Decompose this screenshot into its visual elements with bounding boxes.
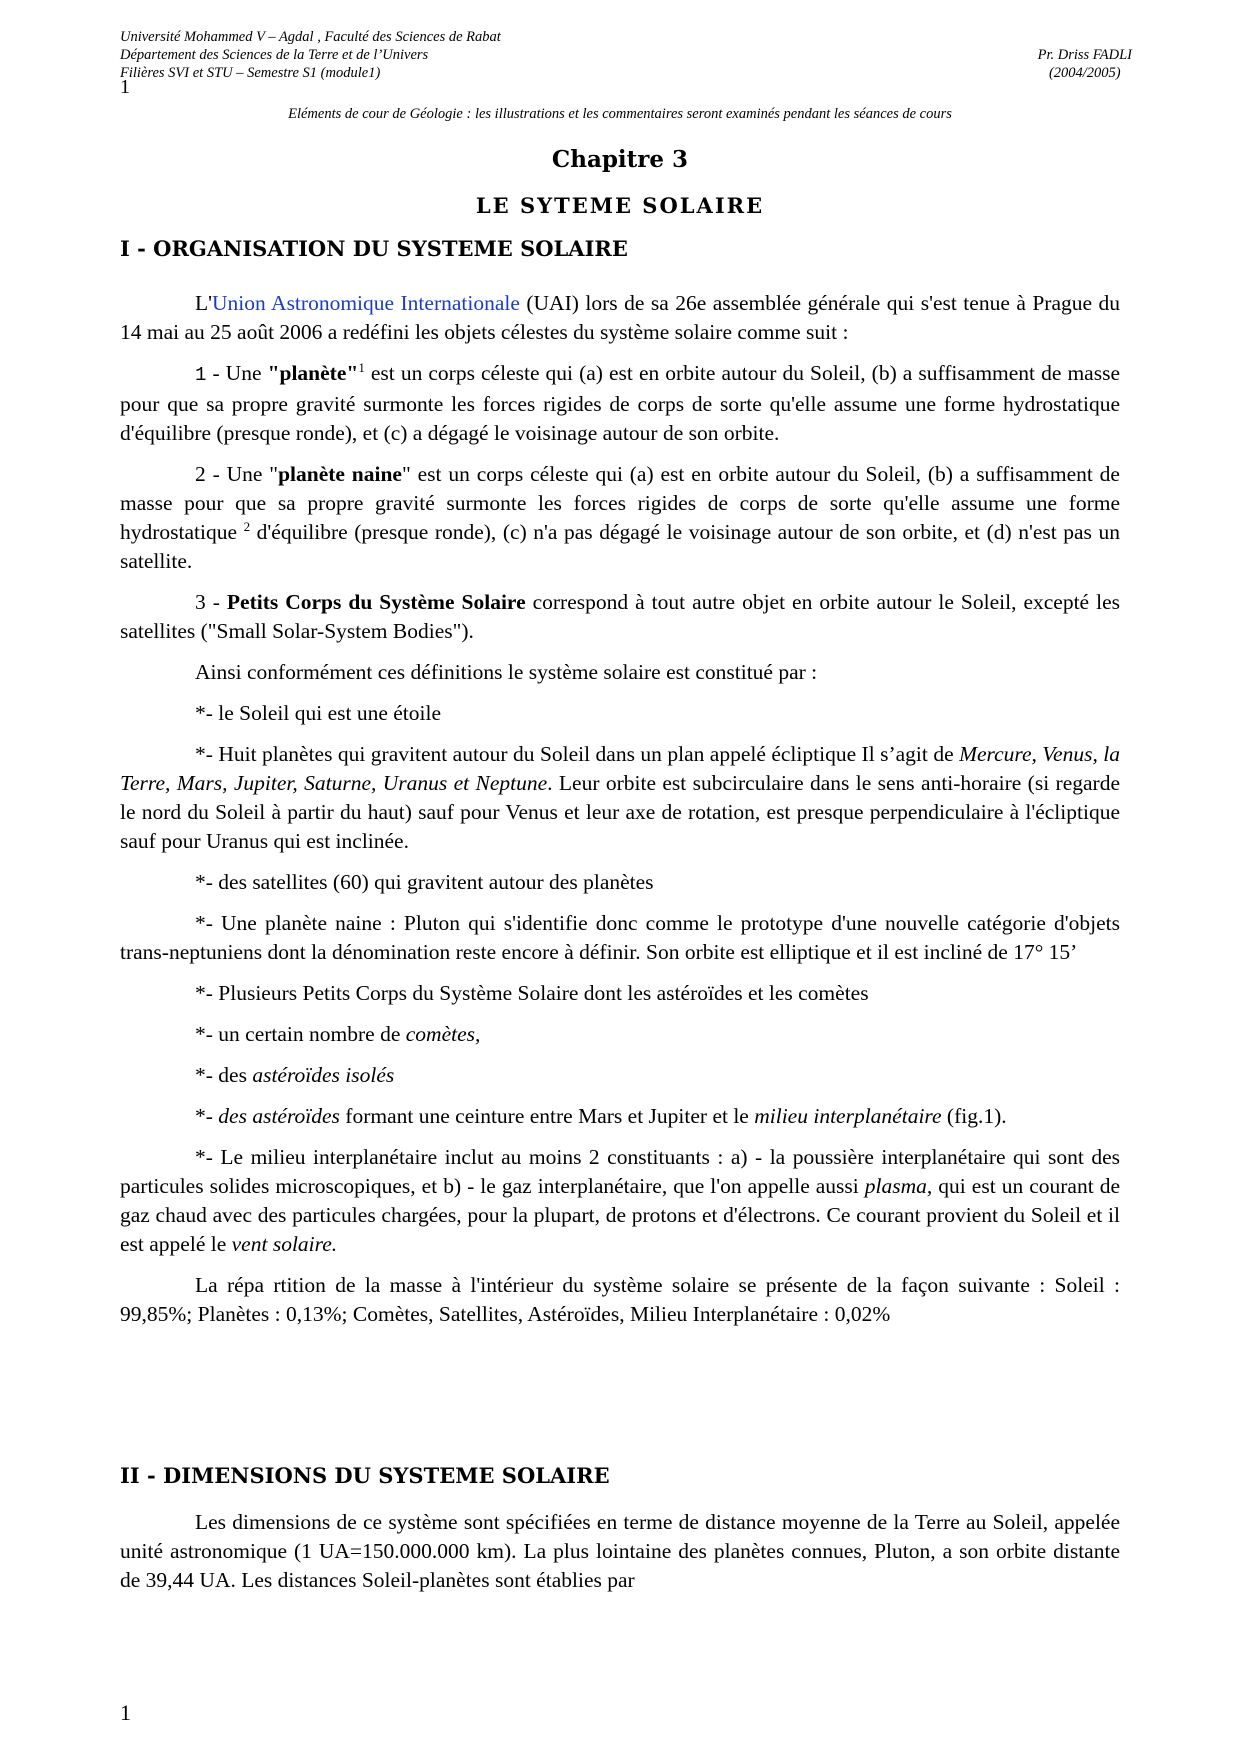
footnote-ref-2[interactable]: 2 xyxy=(243,518,251,534)
text-run-italic: vent solaire. xyxy=(231,1232,338,1256)
text-run: (fig.1). xyxy=(941,1104,1007,1128)
header-page-mark: 1 xyxy=(120,76,130,98)
text-run: 2 - Une " xyxy=(195,462,279,486)
text-run: *- Le milieu interplanétaire inclut au moins 2 constituants : a) - la poussière interplanétaire qui sont des particules solides microscopiques, et b) - le gaz interplanétaire, que l'on appelle aussi xyxy=(120,1145,1120,1198)
paragraph-mass-distribution: La répa rtition de la masse à l'intérieur du système solaire se présente de la façon suivante : Soleil : 99,85%; Planètes : 0,13%; Comètes, Satellites, Astéroïdes, Milieu Interplanétaire : 0,02% xyxy=(120,1273,1120,1326)
header-author: Pr. Driss FADLI xyxy=(1037,47,1132,63)
course-subheader: Eléments de cour de Géologie : les illustrations et les commentaires seront examinés pendant les séances de cours xyxy=(288,106,952,122)
footnote-ref-1[interactable]: 1 xyxy=(358,359,365,375)
list-item-asteroid-belt xyxy=(120,1102,1120,1131)
text-run: qui est un courant de gaz chaud avec des particules chargées, pour la plupart, de protons et d'électrons. Ce courant provient du Soleil et il est appelé le xyxy=(120,1174,1120,1256)
list-item-planets xyxy=(120,740,1120,856)
text-run: (UAI) lors de sa 26e assemblée générale qui s'est tenue à Prague du 14 mai au 25 août 2006 a redéfini les objets célestes du système solaire comme suit : xyxy=(120,291,1120,344)
text-run: *- des xyxy=(195,1063,253,1087)
chapter-label: Chapitre 3 xyxy=(551,146,689,173)
list-item-dwarf-planet: *- Une planète naine : Pluton qui s'identifie donc comme le prototype d'une nouvelle catégorie d'objets trans-neptuniens dont la dénomination reste encore à définir. Son orbite est elliptique et il est incliné de 17° 15’ xyxy=(120,911,1120,964)
header-year: (2004/2005) xyxy=(1048,65,1121,81)
uai-link[interactable]: Union Astronomique Internationale xyxy=(212,291,520,315)
text-run: est un corps céleste qui (a) est en orbite autour du Soleil, (b) a suffisamment de masse pour que sa propre gravité surmonte les forces rigides de corps de sorte qu'elle assume une forme hydrostatique d'équilibre (presque ronde), et (c) a dégagé le voisinage autour de son orbite. xyxy=(120,361,1120,445)
text-run: formant une ceinture entre Mars et Jupiter et le xyxy=(339,1104,755,1128)
text-run: *- xyxy=(195,1104,219,1128)
definition-number: 1 xyxy=(195,364,207,386)
text-run-italic: comètes, xyxy=(405,1022,481,1046)
list-intro: Ainsi conformément ces définitions le système solaire est constitué par : xyxy=(195,660,818,684)
header-line-department: Département des Sciences de la Terre et de l’Univers xyxy=(120,47,429,63)
text-run: correspond à tout autre objet en orbite autour le Soleil, excepté les satellites ("Small Solar-System Bodies"). xyxy=(120,590,1120,643)
text-run: . Leur orbite est subcirculaire dans le sens anti-horaire (si regarde le nord du Soleil à partir du haut) sauf pour Venus et leur axe de rotation, est presque perpendiculaire à l'écliptique sauf pour Uranus qui est inclinée. xyxy=(120,771,1120,853)
section-organisation-body xyxy=(120,289,1120,1341)
list-item-asteroids xyxy=(120,1061,1120,1090)
definition-dwarf-planet xyxy=(120,460,1120,576)
page-number: 1 xyxy=(120,1700,131,1725)
header-institution xyxy=(120,28,501,82)
text-run: L' xyxy=(195,291,213,315)
page-title: LE SYTEME SOLAIRE xyxy=(475,193,765,218)
text-run: 3 - xyxy=(195,590,227,614)
header-author-block xyxy=(1038,46,1132,82)
paragraph-uai xyxy=(120,289,1120,347)
text-run: " est un corps céleste qui (a) est en orbite autour du Soleil, (b) a suffisamment de masse pour que sa propre gravité surmonte les forces rigides de corps de sorte qu'elle assume une forme hydrostatique xyxy=(120,462,1120,544)
term-small-bodies: Petits Corps du Système Solaire xyxy=(226,590,526,614)
planet-names: Mercure, Venus, la Terre, Mars, Jupiter, Saturne, Uranus et Neptune xyxy=(120,742,1120,795)
text-run-italic: milieu interplanétaire xyxy=(754,1104,942,1128)
text-run: d'équilibre (presque ronde), (c) n'a pas dégagé le voisinage autour de son orbite, et (d) n'est pas un satellite. xyxy=(120,520,1120,573)
header-line-university: Université Mohammed V – Agdal , Faculté des Sciences de Rabat xyxy=(120,29,501,45)
list-item-comets xyxy=(120,1020,1120,1049)
term-dwarf-planet: planète naine xyxy=(278,462,402,486)
text-run-italic: plasma, xyxy=(864,1174,933,1198)
text-run: *- un certain nombre de xyxy=(195,1022,406,1046)
list-item-satellites: *- des satellites (60) qui gravitent autour des planètes xyxy=(195,870,654,894)
text-run-italic: des astéroïdes xyxy=(218,1104,340,1128)
text-run: *- Huit planètes qui gravitent autour du Soleil dans un plan appelé écliptique Il s’agit de xyxy=(195,742,960,766)
text-run: - Une xyxy=(206,361,268,385)
definition-planet xyxy=(120,359,1120,448)
header-line-program: Filières SVI et STU – Semestre S1 (module1) xyxy=(120,65,381,81)
definition-small-bodies xyxy=(120,588,1120,646)
text-run-italic: astéroïdes isolés xyxy=(252,1063,395,1087)
list-item-small-bodies: *- Plusieurs Petits Corps du Système Solaire dont les astéroïdes et les comètes xyxy=(195,981,869,1005)
list-item-interplanetary-medium xyxy=(120,1143,1120,1259)
paragraph-dimensions: Les dimensions de ce système sont spécifiées en terme de distance moyenne de la Terre au Soleil, appelée unité astronomique (1 UA=150.000.000 km). La plus lointaine des planètes connues, Pluton, a son orbite distante de 39,44 UA. Les distances Soleil-planètes sont établies par xyxy=(120,1510,1120,1592)
section-dimensions-body xyxy=(120,1508,1120,1607)
term-planet: "planète" xyxy=(267,361,359,385)
list-item-sun: *- le Soleil qui est une étoile xyxy=(195,701,442,725)
section-heading-organisation: I - ORGANISATION DU SYSTEME SOLAIRE xyxy=(120,236,628,261)
section-heading-dimensions: II - DIMENSIONS DU SYSTEME SOLAIRE xyxy=(120,1463,610,1488)
